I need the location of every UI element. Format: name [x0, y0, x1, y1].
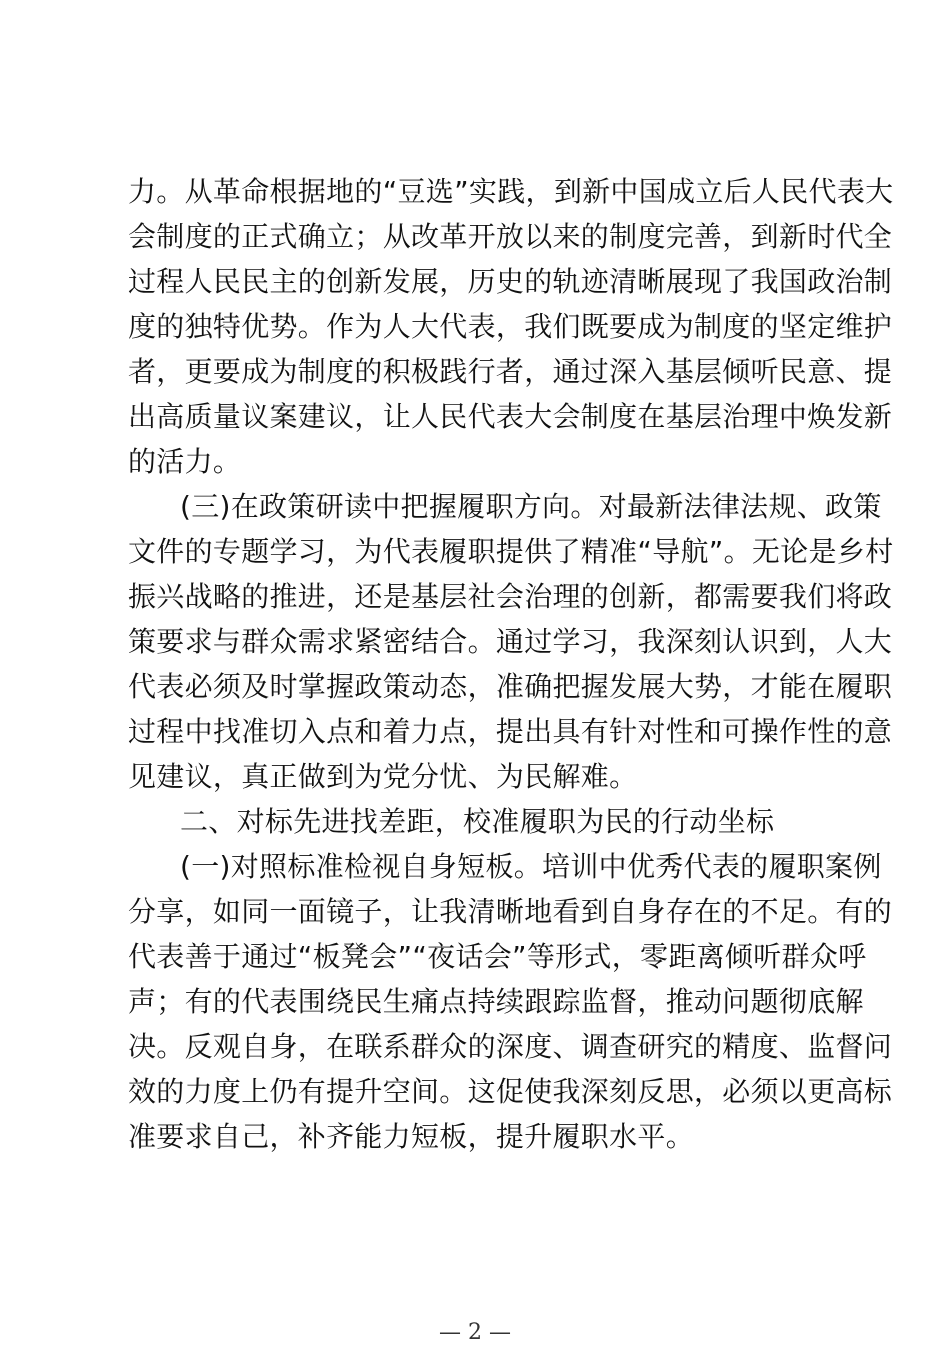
text-line: 文件的专题学习，为代表履职提供了精准“导航”。无论是乡村	[128, 535, 894, 568]
text-line: 者，更要成为制度的积极践行者，通过深入基层倾听民意、提	[128, 355, 893, 388]
subsection-heading-1: (一)对照标准检视自身短板。培训中优秀代表的履职案例	[180, 850, 882, 883]
text-line: 出高质量议案建议，让人民代表大会制度在基层治理中焕发新	[128, 400, 893, 433]
section-heading: 二、对标先进找差距，校准履职为民的行动坐标	[180, 805, 775, 838]
text-line: 见建议，真正做到为党分忧、为民解难。	[128, 760, 638, 793]
text-line: 效的力度上仍有提升空间。这促使我深刻反思，必须以更高标	[128, 1075, 893, 1108]
section-heading-3: (三)在政策研读中把握履职方向。对最新法律法规、政策	[180, 490, 882, 523]
text-line: 代表必须及时掌握政策动态，准确把握发展大势，才能在履职	[128, 670, 893, 703]
text-line: 分享，如同一面镜子，让我清晰地看到自身存在的不足。有的	[128, 895, 893, 928]
text-line: 力。从革命根据地的“豆选”实践，到新中国成立后人民代表大	[128, 175, 894, 208]
text-line: 代表善于通过“板凳会”“夜话会”等形式，零距离倾听群众呼	[128, 940, 867, 973]
text-line: 准要求自己，补齐能力短板，提升履职水平。	[128, 1120, 695, 1153]
text-line: 的活力。	[128, 445, 242, 478]
text-line: 过程人民民主的创新发展，历史的轨迹清晰展现了我国政治制	[128, 265, 893, 298]
text-line: 决。反观自身，在联系群众的深度、调查研究的精度、监督问	[128, 1030, 893, 1063]
text-line: 振兴战略的推进，还是基层社会治理的创新，都需要我们将政	[128, 580, 893, 613]
text-line: 会制度的正式确立；从改革开放以来的制度完善，到新时代全	[128, 220, 893, 253]
text-line: 度的独特优势。作为人大代表，我们既要成为制度的坚定维护	[128, 310, 893, 343]
page-number: — 2 —	[439, 1320, 511, 1345]
text-line: 声；有的代表围绕民生痛点持续跟踪监督，推动问题彻底解	[128, 985, 864, 1018]
text-line: 过程中找准切入点和着力点，提出具有针对性和可操作性的意	[128, 715, 893, 748]
text-line: 策要求与群众需求紧密结合。通过学习，我深刻认识到，人大	[128, 625, 893, 658]
